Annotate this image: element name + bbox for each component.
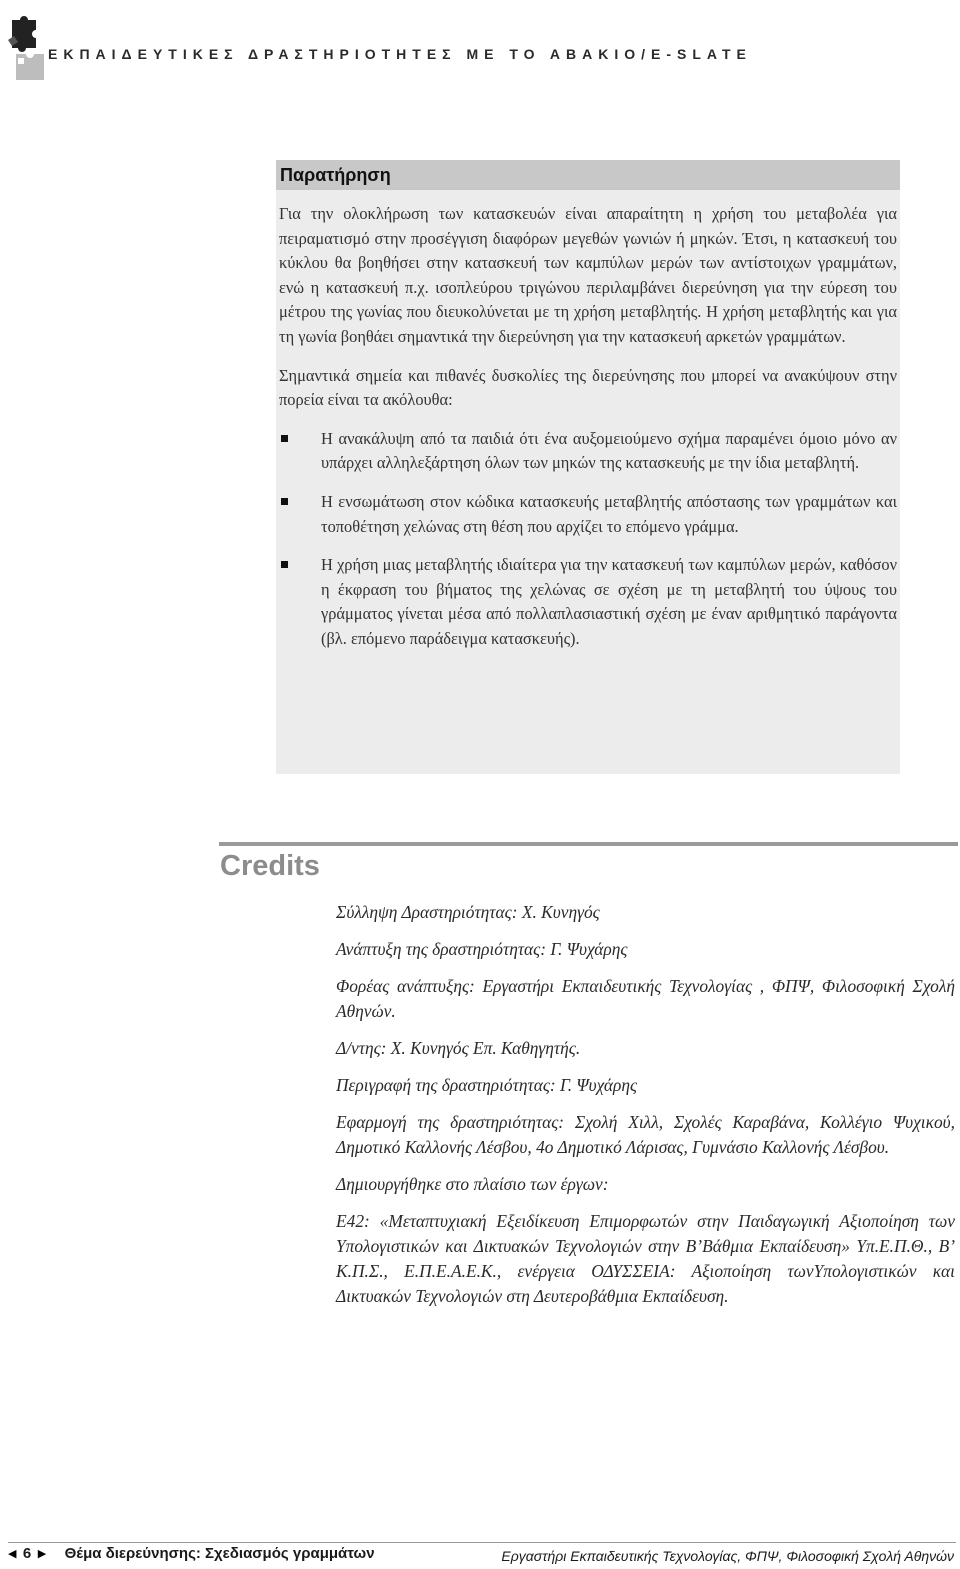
footer-lab: Εργαστήρι Εκπαιδευτικής Τεχνολογίας, ΦΠΨ, Φιλοσοφική Σχολή Αθηνών <box>501 1548 954 1564</box>
list-item-text: Η ανακάλυψη από τα παιδιά ότι ένα αυξομειούμενο σχήμα παραμένει όμοιο μόνο αν υπάρχει αλληλεξάρτηση όλων των μηκών της κατασκευής με την ίδια μεταβλητή. <box>321 428 897 473</box>
credits-line: Ε42: «Μεταπτυχιακή Εξειδίκευση Επιμορφωτών στην Παιδαγωγική Αξιοποίηση των Υπολογιστικών και Δικτυακών Τεχνολογιών στην Β’Βάθμια Εκπαίδευση» Υπ.Ε.Π.Θ., Β’ Κ.Π.Σ., Ε.Π.Ε.Α.Ε.Κ., ενέργεια ΟΔΥΣΣΕΙΑ: Αξιοποίηση τωνΥπολογιστικών και Δικτυακών Τεχνολογιών στη Δευτεροβάθμια Εκπαίδευση. <box>336 1211 955 1306</box>
header-title: ΕΚΠΑΙΔΕΥΤΙΚΕΣ ΔΡΑΣΤΗΡΙΟΤΗΤΕΣ ΜΕ ΤΟ ΑΒΑΚΙΟ/E-SLATE <box>48 46 752 62</box>
credits-line: Δ/ντης: Χ. Κυνηγός Επ. Καθηγητής. <box>336 1038 581 1058</box>
list-item <box>279 490 897 539</box>
square-bullet-icon <box>281 435 288 442</box>
footer-topic: Θέμα διερεύνησης: Σχεδιασμός γραμμάτων <box>64 1545 375 1563</box>
list-item-text: Η χρήση μιας μεταβλητής ιδιαίτερα για την κατασκευή των καμπύλων μερών, καθόσον η έκφραση του βήματος της χελώνας σε σχέση με τη μεταβλητή του ύψους του γράμματος γίνεται μέσα από πολλαπλασιαστική σχέση με έναν αριθμητικό παράγοντα (βλ. επόμενο παράδειγμα κατασκευής). <box>321 555 897 648</box>
note-paragraph-2: Σημαντικά σημεία και πιθανές δυσκολίες της διερεύνησης που μπορεί να ανακύψουν στην πορεία είναι τα ακόλουθα: <box>279 365 897 410</box>
credits-line: Ανάπτυξη της δραστηριότητας: Γ. Ψυχάρης <box>336 939 628 959</box>
footer <box>8 1545 956 1569</box>
credits-body <box>336 900 955 1321</box>
credits-title: Credits <box>220 850 320 882</box>
list-item-text: Η ενσωμάτωση στον κώδικα κατασκευής μεταβλητής απόστασης των γραμμάτων και τοποθέτηση χελώνας στη θέση που αρχίζει το επόμενο γράμμα. <box>321 491 897 536</box>
note-box <box>276 160 900 774</box>
page-number: 6 <box>22 1545 32 1563</box>
note-paragraph-1: Για την ολοκλήρωση των κατασκευών είναι απαραίτητη η χρήση του μεταβολέα για πειραματισμό στην προσέγγιση διαφόρων μεγεθών γωνιών ή μηκών. Έτσι, η κατασκευή του κύκλου θα βοηθήσει στην κατασκευή των καμπύλων μερών των αντίστοιχων γραμμάτων, ενώ η κατασκευή π.χ. ισοπλεύρου τριγώνου περιλαμβάνει διερεύνηση για την εύρεση του μέτρου της γωνίας που διευκολύνεται με τη χρήση μεταβλητής. Η χρήση μεταβλητής και για τη γωνία βοηθάει σημαντικά την διερεύνηση για την κατασκευή αρκετών γραμμάτων. <box>279 204 897 346</box>
note-body <box>276 190 900 652</box>
footer-divider <box>8 1542 956 1543</box>
credits-line: Περιγραφή της δραστηριότητας: Γ. Ψυχάρης <box>336 1075 638 1095</box>
list-item <box>279 427 897 476</box>
triangle-right-icon[interactable]: ▶ <box>37 1548 47 1561</box>
triangle-left-icon[interactable]: ◀ <box>8 1548 17 1561</box>
square-bullet-icon <box>281 561 288 568</box>
credits-line: Εφαρμογή της δραστηριότητας: Σχολή Χιλλ, Σχολές Καραβάνα, Κολλέγιο Ψυχικού, Δημοτικό Καλλονής Λέσβου, 4ο Δημοτικό Λάρισας, Γυμνάσιο Καλλονής Λέσβου. <box>336 1112 955 1157</box>
credits-line: Φορέας ανάπτυξης: Εργαστήρι Εκπαιδευτικής Τεχνολογίας , ΦΠΨ, Φιλοσοφική Σχολή Αθηνών. <box>336 976 955 1021</box>
credits-line: Δημιουργήθηκε στο πλαίσιο των έργων: <box>336 1174 609 1194</box>
square-bullet-icon <box>281 498 288 505</box>
credits-divider <box>219 842 958 846</box>
list-item <box>279 553 897 651</box>
credits-line: Σύλληψη Δραστηριότητας: Χ. Κυνηγός <box>336 902 600 922</box>
note-bullet-list <box>279 427 897 652</box>
puzzle-logo-icon <box>6 6 50 86</box>
note-heading: Παρατήρηση <box>276 160 900 190</box>
